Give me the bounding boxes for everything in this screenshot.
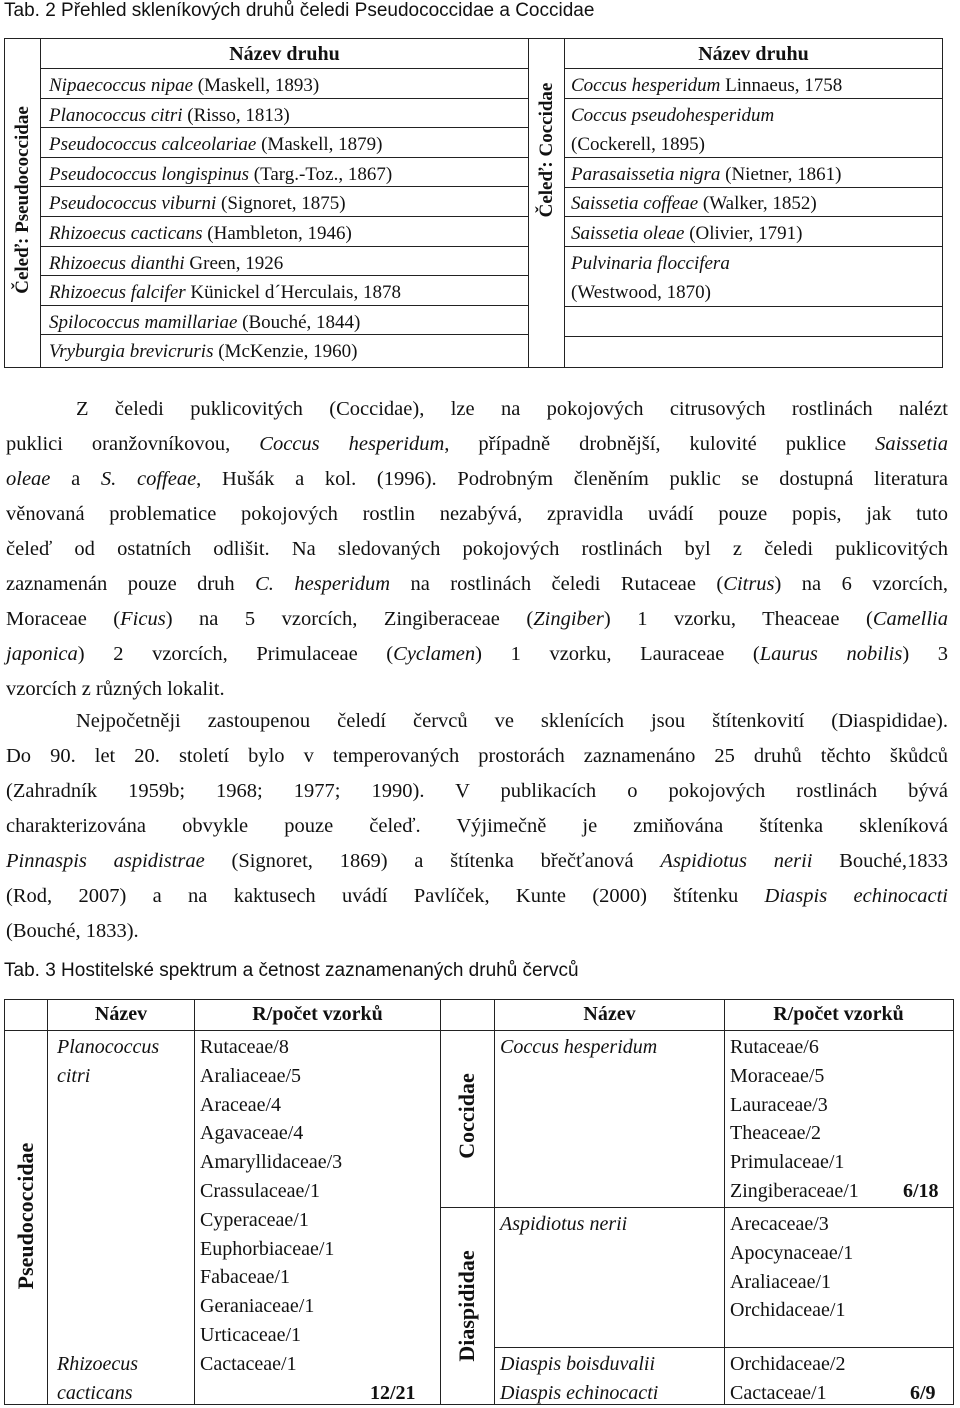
host-count: Rutaceae/6	[730, 1036, 819, 1058]
species-name: Vryburgia brevicruris	[49, 341, 214, 363]
host-count: Geraniaceae/1	[200, 1295, 315, 1318]
table3-caption: Tab. 3 Hostitelské spektrum a četnost zaznamenaných druhů červců	[4, 960, 579, 981]
row-line	[40, 127, 529, 128]
text-run-italic: C. hesperidum	[255, 573, 391, 595]
host-count: Fabaceae/1	[200, 1266, 290, 1289]
species-author: (Targ.-Toz., 1867)	[249, 163, 393, 185]
species-row	[49, 308, 401, 338]
host-count: Orchidaceae/2	[730, 1353, 846, 1375]
row-line	[564, 336, 943, 337]
species-author: (Risso, 1813)	[182, 104, 290, 126]
text-run-italic: Citrus	[723, 573, 775, 595]
species-author: Künickel d´Herculais, 1878	[185, 282, 401, 304]
row-line	[564, 157, 943, 158]
row-line	[40, 246, 529, 247]
host-count: Araliaceae/1	[730, 1270, 832, 1293]
paragraph-1	[6, 392, 948, 707]
t3-header-count-2: R/počet vzorků	[773, 1003, 904, 1025]
text-run-italic: Zingiber	[533, 608, 604, 630]
species-row	[49, 71, 401, 101]
row-line	[564, 306, 943, 307]
right-species-list	[571, 71, 842, 308]
paragraph-2	[6, 704, 948, 949]
species-row	[49, 278, 401, 308]
text-run-italic: Cyclamen	[393, 643, 476, 665]
text-run: (Bouché, 1833).	[6, 920, 139, 942]
row-line	[564, 187, 943, 188]
row-line	[40, 216, 529, 217]
table2-right-family-cell	[528, 38, 565, 368]
text-run-italic: Coccus hesperidum	[259, 433, 445, 455]
species-name: citri	[57, 1064, 91, 1087]
host-count: Moraceae/5	[730, 1064, 825, 1087]
t3-header-name-2: Název	[583, 1003, 636, 1025]
host-count: Zingiberaceae/1	[730, 1180, 859, 1202]
text-run: Nejpočetněji zastoupenou čeledí červců ve sklenících jsou štítenkovití (Diaspididae).	[76, 710, 948, 732]
row-line	[40, 305, 529, 306]
host-count: Agavaceae/4	[200, 1122, 304, 1145]
left-species-list	[49, 71, 401, 367]
species-name: Rhizoecus falcifer	[49, 282, 186, 304]
species-author: (Cockerell, 1895)	[571, 134, 706, 156]
text-run: , Hušák a kol. (1996). Podrobným členěním puklic se dostupná literatura	[196, 468, 948, 490]
text-line	[6, 844, 948, 879]
text-run: ) 3	[902, 643, 949, 665]
species-author: (Nietner, 1861)	[720, 163, 842, 185]
text-run: Z čeledi puklicovitých (Coccidae), lze na pokojových citrusových rostlinách nalézt	[76, 398, 948, 420]
species-author: (Maskell, 1893)	[193, 75, 320, 96]
species-name: Diaspis boisduvalii	[500, 1353, 656, 1375]
host-count: Arecaceae/3	[730, 1213, 829, 1235]
text-run-italic: japonica	[6, 643, 78, 665]
text-run-italic: S. coffeae	[100, 468, 197, 490]
text-run-italic: Pinnaspis aspidistrae	[6, 850, 205, 872]
text-run: a	[50, 468, 101, 490]
t3-group-coccidae: Coccidae	[454, 1073, 479, 1159]
row-line	[40, 157, 529, 158]
species-row	[49, 249, 401, 279]
text-line	[6, 774, 948, 809]
table2-right-species-cell	[564, 38, 943, 368]
species-name: Spilococcus mamillariae	[49, 311, 238, 333]
total-count: 6/18	[903, 1180, 939, 1202]
text-run-italic: Diaspis echinocacti	[764, 885, 949, 907]
host-count: Rutaceae/8	[200, 1036, 289, 1058]
species-name: Saissetia oleae	[571, 222, 685, 244]
text-line	[6, 809, 948, 844]
host-count: Cactaceae/1	[730, 1381, 827, 1404]
species-row	[571, 219, 842, 249]
text-line	[6, 392, 948, 427]
host-count: Crassulaceae/1	[200, 1180, 320, 1202]
row-line	[40, 275, 529, 276]
species-row	[571, 71, 842, 101]
species-row	[571, 160, 842, 190]
species-row	[49, 101, 401, 131]
text-run: (Signoret, 1869) a štítenka břečťanová	[204, 850, 661, 872]
species-row	[49, 219, 401, 249]
text-line	[6, 739, 948, 774]
host-count: Theaceae/2	[730, 1122, 822, 1145]
text-run: charakterizována obvykle pouze čeleď. Výjimečně je zmiňována štítenka skleníková	[6, 815, 948, 837]
species-name: Pseudococcus longispinus	[49, 163, 250, 185]
t3-group-diaspididae: Diaspididae	[454, 1250, 479, 1362]
species-name: Planococcus	[57, 1036, 160, 1058]
species-name: Aspidiotus nerii	[500, 1213, 628, 1235]
right-family-label: Čeleď: Coccidae	[536, 82, 557, 218]
left-header: Název druhu	[229, 43, 340, 65]
species-author: (Signoret, 1875)	[216, 193, 346, 215]
host-count: Cactaceae/1	[200, 1353, 297, 1375]
species-author: (Bouché, 1844)	[237, 311, 361, 333]
table2-caption: Tab. 2 Přehled skleníkových druhů čeledi Pseudococcidae a Coccidae	[4, 0, 595, 21]
table2-left-family-cell	[4, 38, 41, 368]
species-name: Rhizoecus dianthi	[49, 252, 185, 274]
text-run: ) na 6 vzorcích,	[774, 573, 948, 595]
species-author: (Hambleton, 1946)	[202, 222, 352, 244]
row-line	[564, 216, 943, 217]
row-line	[564, 68, 943, 69]
species-name: Pseudococcus viburni	[49, 193, 217, 215]
row-line	[564, 246, 943, 247]
text-line	[6, 879, 948, 914]
total-count: 6/9	[910, 1381, 936, 1404]
text-line	[6, 532, 948, 567]
host-count: Urticaceae/1	[200, 1324, 302, 1346]
text-line	[6, 704, 948, 739]
text-line	[6, 427, 948, 462]
text-run: čeleď od ostatních odlišit. Na sledovaných pokojových rostlinách byl z čeledi puklicovitých	[6, 538, 948, 560]
species-author: (Olivier, 1791)	[684, 222, 803, 244]
host-count: Primulaceae/1	[730, 1151, 845, 1174]
t3-header-name-1: Název	[94, 1003, 148, 1025]
species-row	[571, 278, 842, 308]
species-author: Green, 1926	[184, 252, 284, 274]
right-header: Název druhu	[698, 43, 809, 65]
text-line	[6, 462, 948, 497]
text-line	[6, 672, 948, 707]
species-name: Pseudococcus calceolariae	[49, 134, 257, 156]
species-name: Parasaissetia nigra	[571, 163, 721, 185]
species-name: Nipaecoccus nipae	[49, 75, 194, 96]
species-name: Coccus pseudohesperidum	[571, 104, 775, 126]
text-run: ) 1 vzorku, Theaceae (	[603, 608, 873, 630]
species-name: cacticans	[57, 1381, 133, 1404]
text-line	[6, 497, 948, 532]
row-line	[40, 186, 529, 187]
species-name: Coccus hesperidum	[500, 1036, 658, 1058]
text-run: vzorcích z různých lokalit.	[6, 678, 225, 700]
host-count: Lauraceae/3	[730, 1093, 828, 1116]
left-family-label: Čeleď: Pseudococcidae	[12, 106, 33, 294]
row-line	[564, 98, 943, 99]
text-run-italic: Saissetia	[875, 433, 948, 455]
table3	[4, 999, 954, 1405]
text-run: Moraceae (	[6, 608, 121, 630]
species-author: (McKenzie, 1960)	[213, 341, 358, 363]
row-line	[40, 68, 529, 69]
species-name: Pulvinaria floccifera	[571, 252, 730, 274]
species-row	[571, 101, 842, 131]
species-name: Planococcus citri	[49, 104, 183, 126]
host-count: Araceae/4	[200, 1093, 282, 1116]
text-run: na rostlinách čeledi Rutaceae (	[390, 573, 724, 595]
text-run-italic: Camellia	[872, 608, 948, 630]
text-run: věnovaná problematice pokojových rostlin nezabývá, zpravidla uvádí pouze popis, jak tuto	[6, 503, 948, 525]
species-row	[49, 337, 401, 367]
host-count: Amaryllidaceae/3	[200, 1151, 343, 1174]
text-run: (Zahradník 1959b; 1968; 1977; 1990). V publikacích o pokojových rostlinách bývá	[6, 780, 948, 802]
species-row	[571, 130, 842, 160]
species-row	[49, 160, 401, 190]
row-line	[40, 334, 529, 335]
text-run: puklici oranžovníkovou,	[6, 433, 260, 455]
t3-group-pseudococcidae: Pseudococcidae	[13, 1142, 38, 1290]
host-count: Orchidaceae/1	[730, 1299, 846, 1322]
species-row	[49, 130, 401, 160]
host-count: Apocynaceae/1	[730, 1241, 854, 1264]
text-run: Do 90. let 20. století bylo v temperovaných prostorách zaznamenáno 25 druhů těchto škůdců	[6, 745, 948, 767]
text-run: , případně drobnější, kulovité puklice	[444, 433, 876, 455]
text-run-italic: Ficus	[120, 608, 166, 630]
text-run: zaznamenán pouze druh	[6, 573, 256, 595]
species-name: Saissetia coffeae	[571, 193, 699, 215]
text-run: ) 2 vzorcích, Primulaceae (	[77, 643, 394, 665]
t3-header-count-1: R/počet vzorků	[252, 1003, 383, 1025]
species-author: Linnaeus, 1758	[720, 75, 843, 96]
text-line	[6, 567, 948, 602]
species-name: Diaspis echinocacti	[500, 1381, 659, 1404]
text-run: ) 1 vzorku, Lauraceae (	[475, 643, 760, 665]
text-run-italic: Laurus nobilis	[759, 643, 903, 665]
text-line	[6, 914, 948, 949]
host-count: Araliaceae/5	[200, 1064, 302, 1087]
species-author: (Walker, 1852)	[698, 193, 817, 215]
text-run: (Rod, 2007) a na kaktusech uvádí Pavlíček, Kunte (2000) štítenku	[6, 885, 765, 907]
species-row	[571, 189, 842, 219]
species-row	[571, 249, 842, 279]
text-run: Bouché,1833	[812, 850, 948, 872]
text-line	[6, 602, 948, 637]
host-count: Cyperaceae/1	[200, 1208, 309, 1231]
species-author: (Maskell, 1879)	[256, 134, 383, 156]
row-line	[40, 98, 529, 99]
species-author: (Westwood, 1870)	[571, 282, 711, 304]
table2-left-species-cell	[40, 38, 529, 368]
species-row	[49, 189, 401, 219]
species-name: Rhizoecus cacticans	[49, 222, 203, 244]
text-line	[6, 637, 948, 672]
total-count: 12/21	[370, 1381, 416, 1404]
text-run-italic: Aspidiotus nerii	[660, 850, 813, 872]
text-run: ) na 5 vzorcích, Zingiberaceae (	[165, 608, 534, 630]
text-run-italic: oleae	[6, 468, 51, 490]
species-name: Rhizoecus	[57, 1353, 139, 1375]
species-name: Coccus hesperidum	[571, 75, 721, 96]
host-count: Euphorbiaceae/1	[200, 1237, 335, 1260]
